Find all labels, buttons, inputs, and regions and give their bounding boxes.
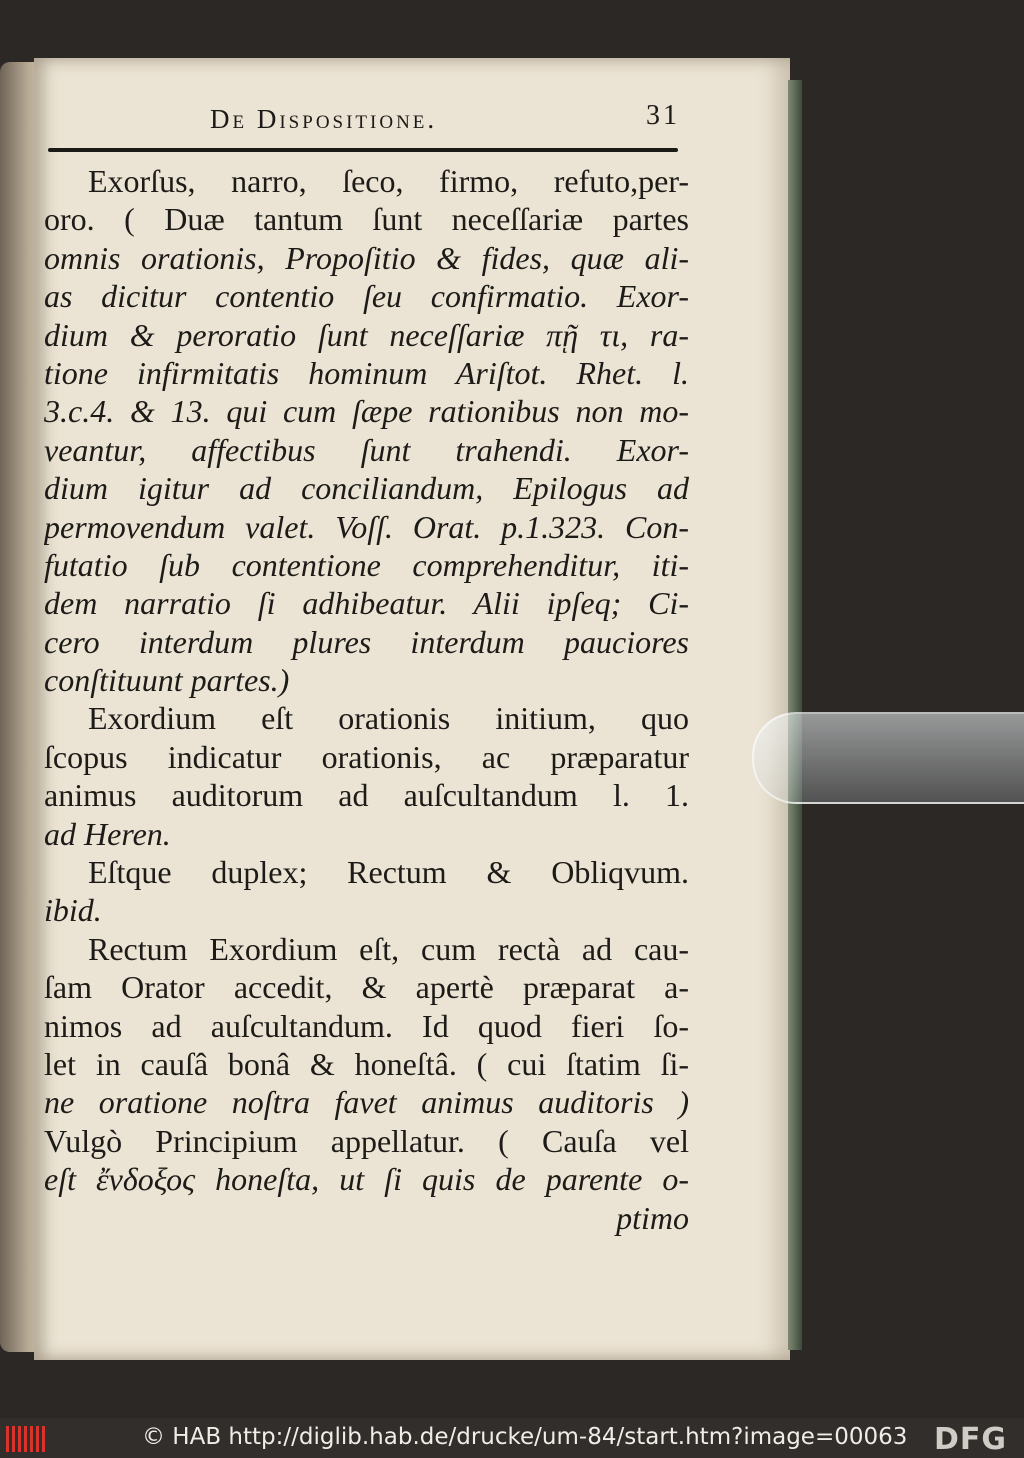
running-head: [210, 100, 680, 140]
text-line: veantur, affectibus ſunt trahendi. Exor-: [44, 431, 689, 468]
copyright-credit: © HAB http://diglib.hab.de/drucke/um-84/start.htm?image=00063: [142, 1424, 908, 1450]
text-line: ſam Orator accedit, & apertè præparat a-: [44, 969, 689, 1006]
text-line: Vulgò Principium appellatur. ( Cauſa vel: [44, 1122, 689, 1159]
text-line: nimos ad auſcultandum. Id quod fieri ſo-: [44, 1007, 689, 1044]
text-line: animus auditorum ad auſcultandum l. 1.: [44, 777, 689, 814]
running-head-title: De Dispositione.: [210, 104, 438, 134]
text-line: oro. ( Duæ tantum ſunt neceſſariæ partes: [44, 201, 689, 238]
text-line: dium igitur ad conciliandum, Epilogus ad: [44, 470, 689, 507]
footer-bar: [0, 1418, 1024, 1458]
text-line: conſtituunt partes.): [44, 662, 290, 699]
text-line: ne oratione noſtra favet animus auditoris ): [44, 1084, 689, 1121]
text-line: ad Heren.: [44, 815, 171, 852]
barcode-icon: [6, 1426, 48, 1452]
text-line: futatio ſub contentione comprehenditur, iti-: [44, 546, 689, 583]
head-rule: [48, 148, 678, 152]
text-line: ſcopus indicatur orationis, ac præparatur: [44, 738, 689, 775]
text-line: dium & peroratio ſunt neceſſariæ πῇ τι, ra-: [44, 316, 689, 353]
text-line: Exordium eſt orationis initium, quo: [88, 700, 689, 737]
transparent-page-clip: [752, 712, 1024, 804]
text-line: dem narratio ſi adhibeatur. Alii ipſeq; Ci-: [44, 585, 689, 622]
text-line: 3.c.4. & 13. qui cum ſæpe rationibus non mo-: [44, 393, 689, 430]
text-line: ibid.: [44, 892, 102, 929]
text-line: eſt ἔνδοξος honeſta, ut ſi quis de parente o-: [44, 1161, 689, 1198]
page-number: 31: [646, 100, 680, 131]
text-line: omnis orationis, Propoſitio & fides, quæ ali-: [44, 239, 689, 276]
dfg-logo: DFG: [934, 1422, 1008, 1457]
text-line: Eſtque duplex; Rectum & Obliqvum.: [88, 854, 689, 891]
catchword: ptimo: [616, 1199, 689, 1236]
text-line: cero interdum plures interdum pauciores: [44, 623, 689, 660]
text-line: Exorſus, narro, ſeco, firmo, refuto,per-: [88, 163, 689, 199]
page-text: [44, 162, 689, 1237]
text-line: tione infirmitatis hominum Ariſtot. Rhet. l.: [44, 354, 689, 391]
text-line: let in cauſâ bonâ & honeſtâ. ( cui ſtatim ſi-: [44, 1045, 689, 1082]
text-line: as dicitur contentio ſeu confirmatio. Exor-: [44, 278, 689, 315]
text-line: permovendum valet. Voſſ. Orat. p.1.323. Con-: [44, 508, 689, 545]
text-line: Rectum Exordium eſt, cum rectà ad cau-: [88, 930, 689, 967]
